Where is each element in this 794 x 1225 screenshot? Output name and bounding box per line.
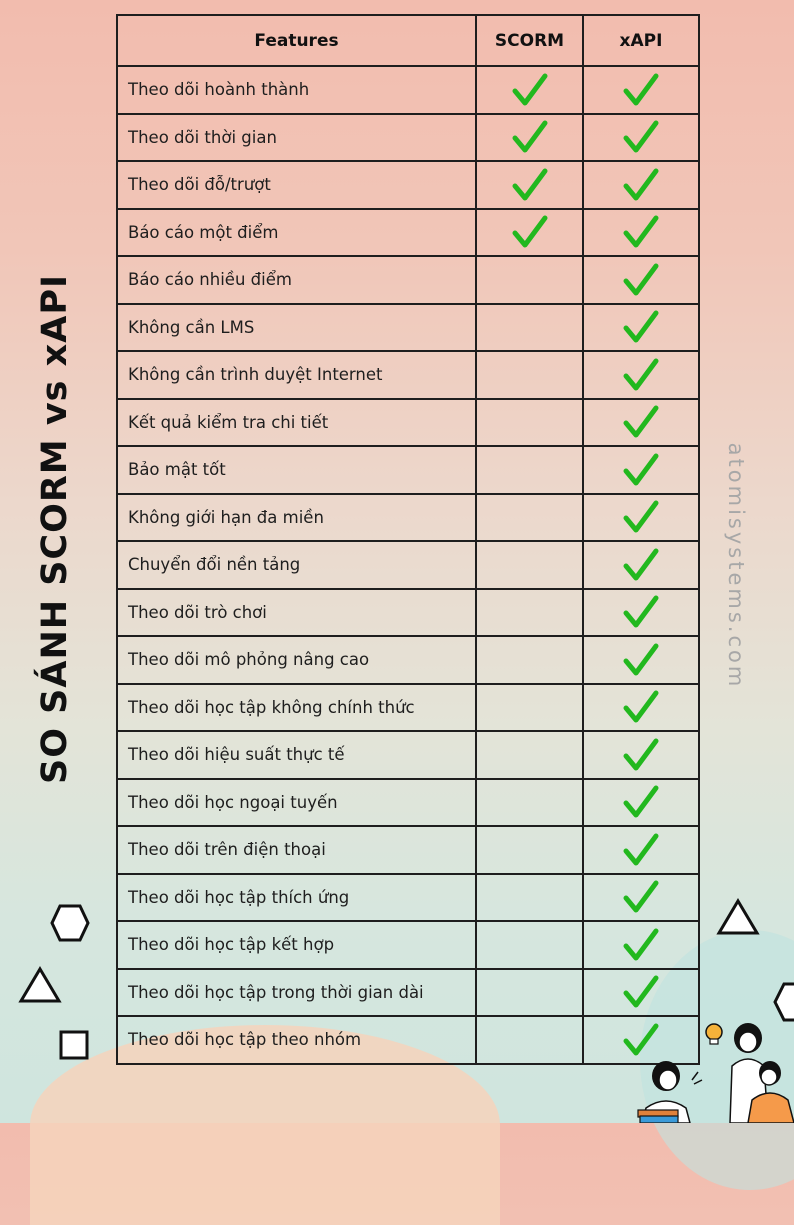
table-row xyxy=(117,256,699,304)
scorm-cell xyxy=(476,921,583,969)
table-row xyxy=(117,304,699,352)
check-icon xyxy=(623,168,659,202)
scorm-cell xyxy=(476,684,583,732)
xapi-cell xyxy=(583,114,699,162)
scorm-cell xyxy=(476,209,583,257)
feature-cell: Theo dõi trò chơi xyxy=(117,589,476,637)
check-icon xyxy=(512,120,548,154)
square-icon xyxy=(59,1030,89,1060)
check-icon xyxy=(623,595,659,629)
header-xapi: xAPI xyxy=(583,15,699,66)
triangle-icon xyxy=(18,966,62,1004)
check-icon xyxy=(512,168,548,202)
table-row xyxy=(117,161,699,209)
scorm-cell xyxy=(476,826,583,874)
xapi-cell xyxy=(583,921,699,969)
feature-cell: Theo dõi học ngoại tuyến xyxy=(117,779,476,827)
table-row xyxy=(117,636,699,684)
check-icon xyxy=(623,358,659,392)
check-icon xyxy=(623,975,659,1009)
check-icon xyxy=(623,548,659,582)
table-row xyxy=(117,541,699,589)
table-row xyxy=(117,66,699,114)
feature-cell: Theo dõi hiệu suất thực tế xyxy=(117,731,476,779)
check-icon xyxy=(623,833,659,867)
feature-cell: Theo dõi học tập theo nhóm xyxy=(117,1016,476,1064)
scorm-cell xyxy=(476,969,583,1017)
xapi-cell xyxy=(583,351,699,399)
check-icon xyxy=(512,73,548,107)
xapi-cell xyxy=(583,969,699,1017)
check-icon xyxy=(623,500,659,534)
feature-cell: Báo cáo nhiều điểm xyxy=(117,256,476,304)
xapi-cell xyxy=(583,779,699,827)
page-title: SO SÁNH SCORM vs xAPI xyxy=(35,274,75,784)
feature-cell: Không giới hạn đa miền xyxy=(117,494,476,542)
table-row xyxy=(117,351,699,399)
check-icon xyxy=(623,405,659,439)
table-row xyxy=(117,826,699,874)
table-row xyxy=(117,1016,699,1064)
table-row xyxy=(117,494,699,542)
feature-cell: Báo cáo một điểm xyxy=(117,209,476,257)
xapi-cell xyxy=(583,399,699,447)
feature-cell: Theo dõi đỗ/trượt xyxy=(117,161,476,209)
triangle-icon xyxy=(716,898,760,936)
xapi-cell xyxy=(583,684,699,732)
check-icon xyxy=(623,643,659,677)
table-row xyxy=(117,731,699,779)
table-row xyxy=(117,921,699,969)
scorm-cell xyxy=(476,541,583,589)
xapi-cell xyxy=(583,256,699,304)
xapi-cell xyxy=(583,589,699,637)
table-row xyxy=(117,446,699,494)
check-icon xyxy=(623,73,659,107)
xapi-cell xyxy=(583,826,699,874)
feature-cell: Không cần trình duyệt Internet xyxy=(117,351,476,399)
table-row xyxy=(117,874,699,922)
scorm-cell xyxy=(476,66,583,114)
check-icon xyxy=(623,690,659,724)
hexagon-icon xyxy=(50,904,90,942)
hexagon-icon xyxy=(772,982,794,1022)
feature-cell: Bảo mật tốt xyxy=(117,446,476,494)
xapi-cell xyxy=(583,541,699,589)
check-icon xyxy=(623,453,659,487)
feature-cell: Theo dõi học tập trong thời gian dài xyxy=(117,969,476,1017)
table-row xyxy=(117,114,699,162)
people-illustration xyxy=(636,1018,794,1123)
scorm-cell xyxy=(476,589,583,637)
website-watermark: atomisystems.com xyxy=(724,442,748,690)
xapi-cell xyxy=(583,161,699,209)
check-icon xyxy=(623,880,659,914)
scorm-cell xyxy=(476,874,583,922)
scorm-cell xyxy=(476,161,583,209)
scorm-cell xyxy=(476,256,583,304)
xapi-cell xyxy=(583,446,699,494)
scorm-cell xyxy=(476,399,583,447)
scorm-cell xyxy=(476,779,583,827)
feature-cell: Theo dõi thời gian xyxy=(117,114,476,162)
feature-cell: Chuyển đổi nền tảng xyxy=(117,541,476,589)
table-row xyxy=(117,589,699,637)
feature-cell: Theo dõi học tập kết hợp xyxy=(117,921,476,969)
scorm-cell xyxy=(476,304,583,352)
check-icon xyxy=(623,928,659,962)
table-row xyxy=(117,399,699,447)
check-icon xyxy=(512,215,548,249)
check-icon xyxy=(623,215,659,249)
table-row xyxy=(117,969,699,1017)
xapi-cell xyxy=(583,66,699,114)
header-scorm: SCORM xyxy=(476,15,583,66)
feature-cell: Không cần LMS xyxy=(117,304,476,352)
feature-cell: Theo dõi hoành thành xyxy=(117,66,476,114)
scorm-cell xyxy=(476,351,583,399)
scorm-cell xyxy=(476,1016,583,1064)
scorm-cell xyxy=(476,114,583,162)
feature-cell: Theo dõi trên điện thoại xyxy=(117,826,476,874)
check-icon xyxy=(623,310,659,344)
xapi-cell xyxy=(583,494,699,542)
check-icon xyxy=(623,785,659,819)
feature-cell: Kết quả kiểm tra chi tiết xyxy=(117,399,476,447)
header-features: Features xyxy=(117,15,476,66)
xapi-cell xyxy=(583,304,699,352)
check-icon xyxy=(623,120,659,154)
check-icon xyxy=(623,738,659,772)
comparison-table xyxy=(116,14,700,1065)
table-row xyxy=(117,209,699,257)
xapi-cell xyxy=(583,731,699,779)
feature-cell: Theo dõi mô phỏng nâng cao xyxy=(117,636,476,684)
xapi-cell xyxy=(583,874,699,922)
table-row xyxy=(117,684,699,732)
scorm-cell xyxy=(476,494,583,542)
xapi-cell xyxy=(583,636,699,684)
scorm-cell xyxy=(476,636,583,684)
table-row xyxy=(117,779,699,827)
xapi-cell xyxy=(583,209,699,257)
check-icon xyxy=(623,263,659,297)
scorm-cell xyxy=(476,731,583,779)
table-header-row xyxy=(117,15,699,66)
scorm-cell xyxy=(476,446,583,494)
feature-cell: Theo dõi học tập không chính thức xyxy=(117,684,476,732)
feature-cell: Theo dõi học tập thích ứng xyxy=(117,874,476,922)
